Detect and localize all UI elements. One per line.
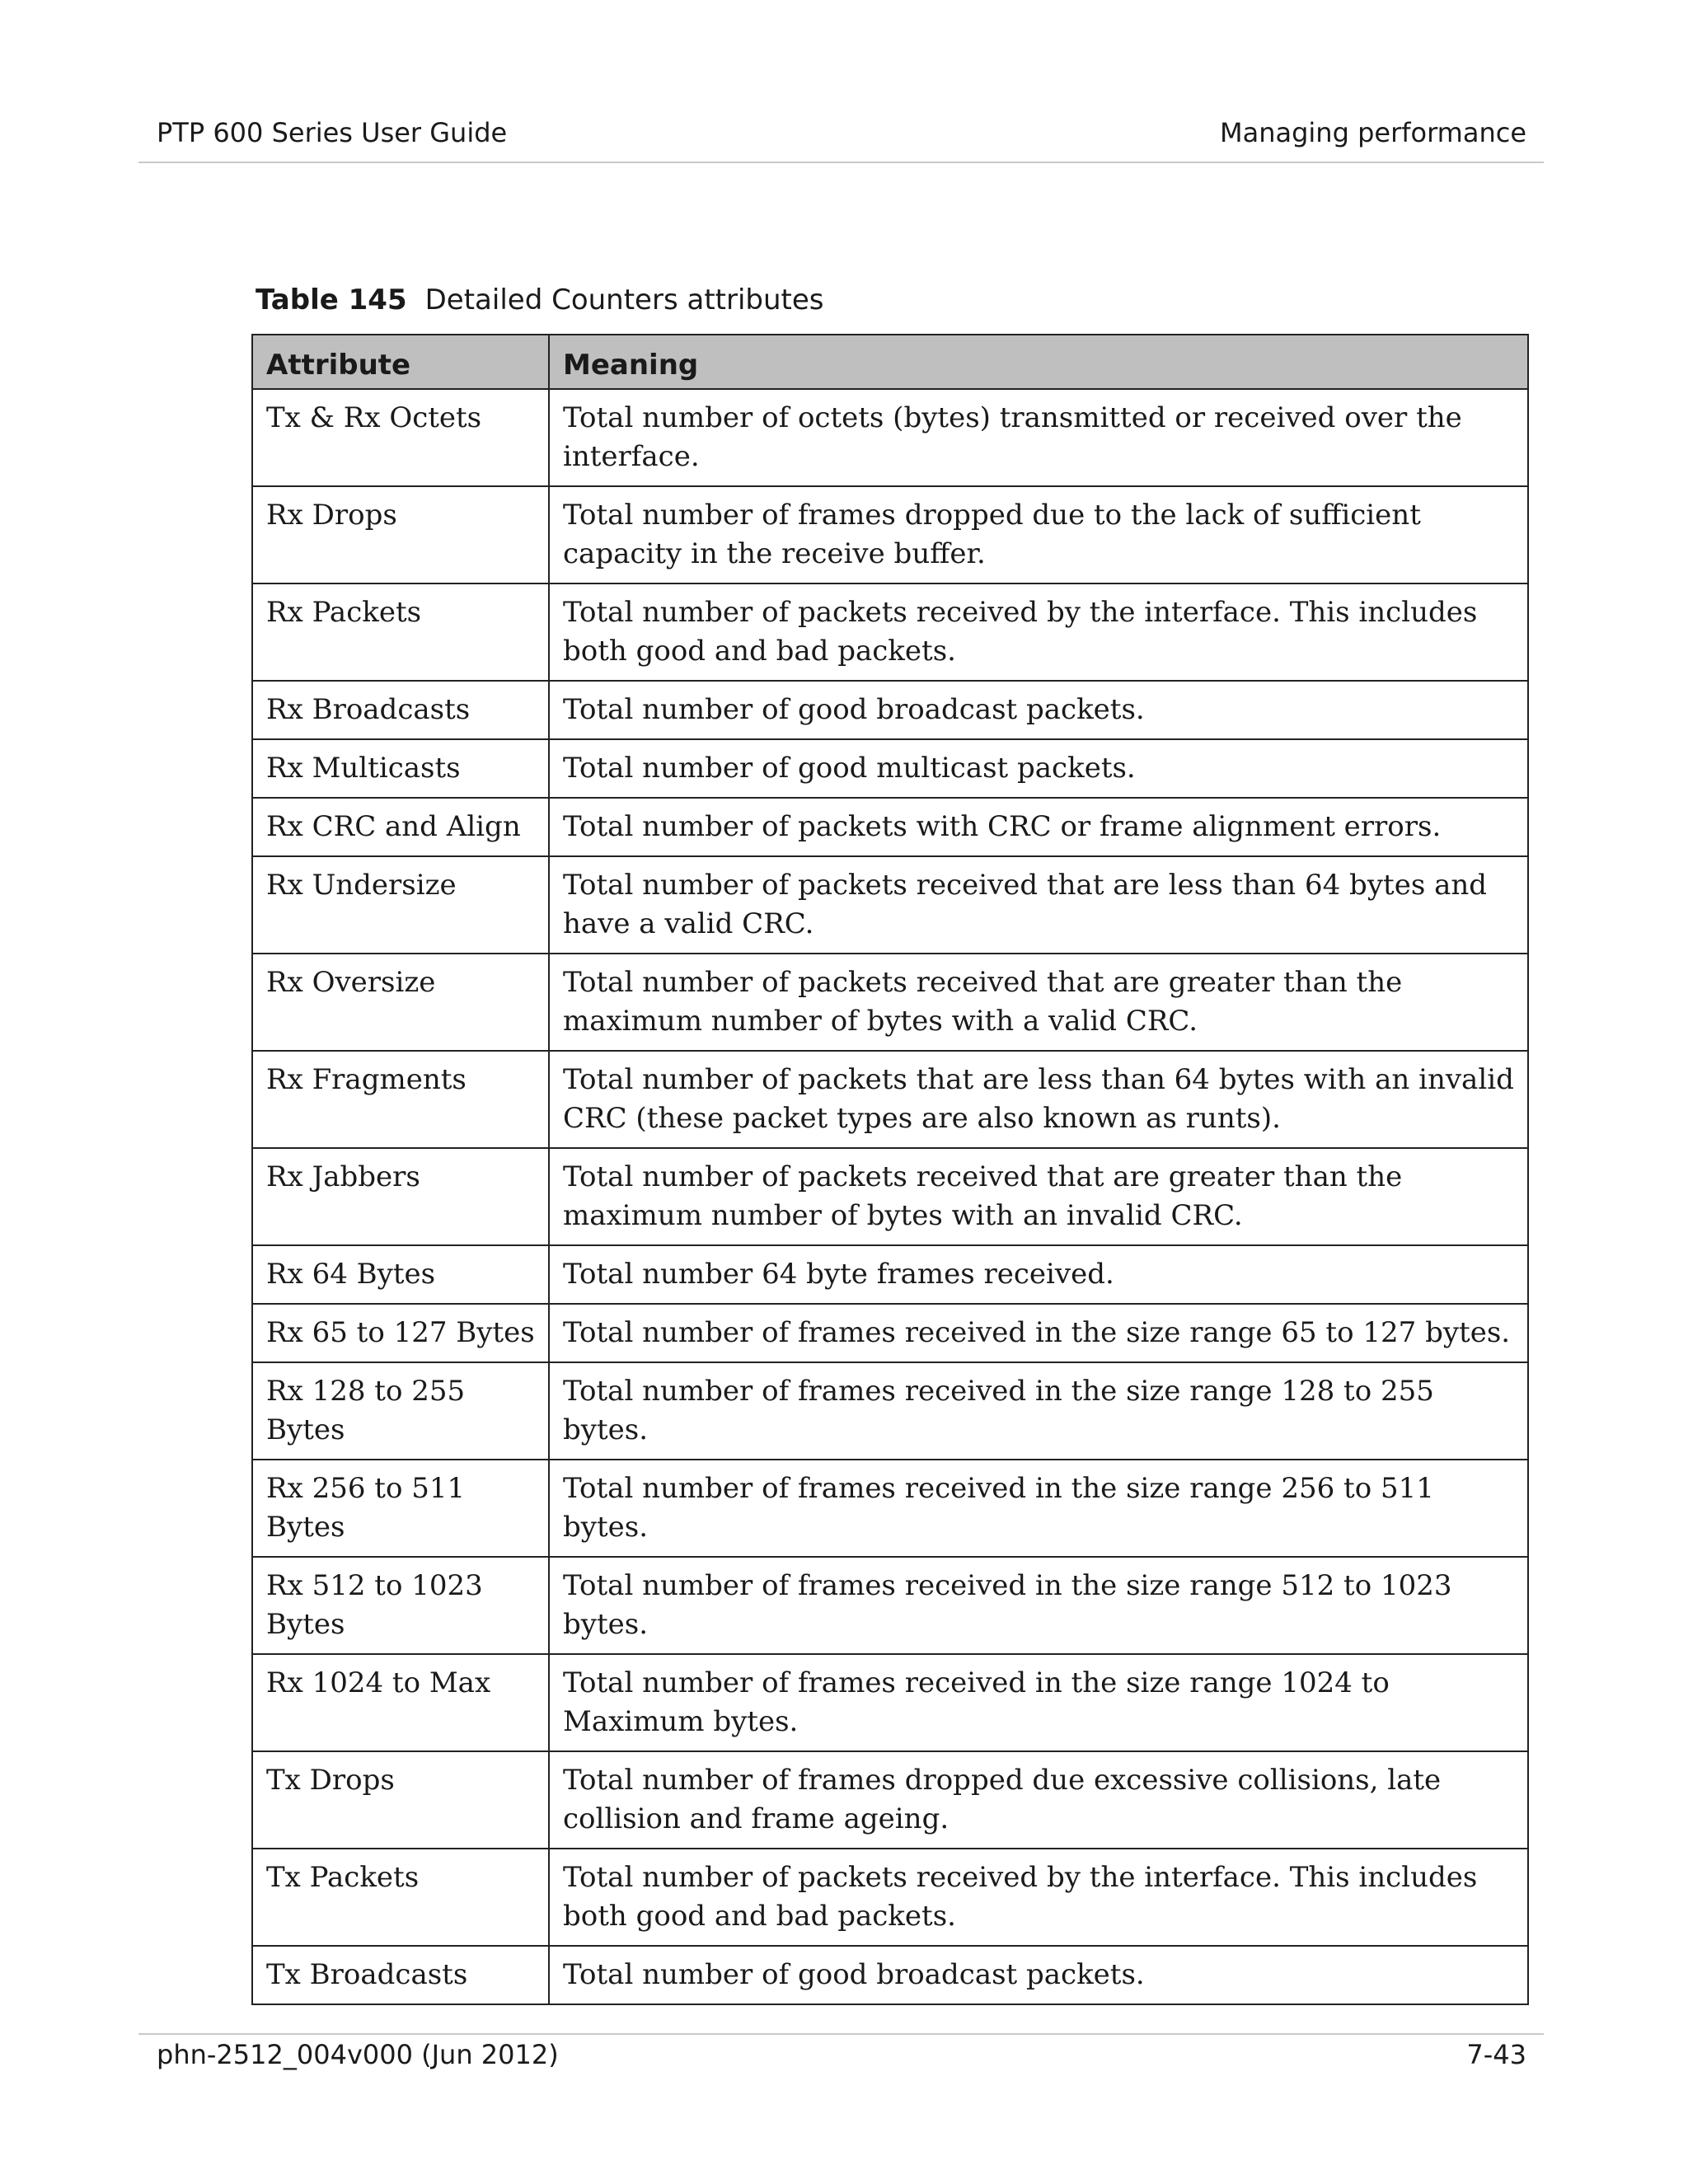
table-title: Detailed Counters attributes bbox=[424, 284, 824, 316]
table-row bbox=[252, 486, 1528, 583]
table-row bbox=[252, 1245, 1528, 1304]
meaning-cell: Total number of good multicast packets. bbox=[549, 739, 1528, 798]
table-row bbox=[252, 739, 1528, 798]
meaning-cell: Total number of good broadcast packets. bbox=[549, 1946, 1528, 2004]
attribute-cell: Rx 128 to 255 Bytes bbox=[252, 1362, 549, 1460]
table-row bbox=[252, 798, 1528, 856]
meaning-cell: Total number of frames received in the size range 128 to 255 bytes. bbox=[549, 1362, 1528, 1460]
attribute-cell: Tx Broadcasts bbox=[252, 1946, 549, 2004]
attribute-cell: Rx Oversize bbox=[252, 954, 549, 1051]
header-divider bbox=[138, 162, 1544, 163]
table-row bbox=[252, 389, 1528, 486]
table-row bbox=[252, 1460, 1528, 1557]
column-header-attribute: Attribute bbox=[252, 335, 549, 389]
header-doc-title: PTP 600 Series User Guide bbox=[157, 117, 508, 148]
meaning-cell: Total number of frames received in the size range 256 to 511 bytes. bbox=[549, 1460, 1528, 1557]
table-row bbox=[252, 1946, 1528, 2004]
meaning-cell: Total number of packets received that are less than 64 bytes and have a valid CRC. bbox=[549, 856, 1528, 954]
page-number: 7-43 bbox=[1466, 2039, 1526, 2070]
attribute-cell: Rx Drops bbox=[252, 486, 549, 583]
attribute-cell: Rx CRC and Align bbox=[252, 798, 549, 856]
column-header-meaning: Meaning bbox=[549, 335, 1528, 389]
table-row bbox=[252, 1362, 1528, 1460]
footer-divider bbox=[138, 2033, 1544, 2035]
meaning-cell: Total number of frames received in the size range 512 to 1023 bytes. bbox=[549, 1557, 1528, 1654]
attribute-cell: Tx & Rx Octets bbox=[252, 389, 549, 486]
meaning-cell: Total number of good broadcast packets. bbox=[549, 681, 1528, 739]
meaning-cell: Total number of packets received that are greater than the maximum number of bytes with an invalid CRC. bbox=[549, 1148, 1528, 1245]
table-row bbox=[252, 1557, 1528, 1654]
attribute-cell: Rx 65 to 127 Bytes bbox=[252, 1304, 549, 1362]
meaning-cell: Total number of packets with CRC or frame alignment errors. bbox=[549, 798, 1528, 856]
attribute-cell: Rx Jabbers bbox=[252, 1148, 549, 1245]
meaning-cell: Total number of packets that are less than 64 bytes with an invalid CRC (these packet types are also known as runts). bbox=[549, 1051, 1528, 1148]
footer-doc-id: phn-2512_004v000 (Jun 2012) bbox=[157, 2039, 559, 2070]
meaning-cell: Total number of packets received by the interface. This includes both good and bad packets. bbox=[549, 583, 1528, 681]
table-row bbox=[252, 1849, 1528, 1946]
meaning-cell: Total number 64 byte frames received. bbox=[549, 1245, 1528, 1304]
meaning-cell: Total number of frames dropped due to the lack of sufficient capacity in the receive buffer. bbox=[549, 486, 1528, 583]
table-header-row bbox=[252, 335, 1528, 389]
attribute-cell: Rx 512 to 1023 Bytes bbox=[252, 1557, 549, 1654]
attribute-cell: Rx Broadcasts bbox=[252, 681, 549, 739]
table-row bbox=[252, 681, 1528, 739]
meaning-cell: Total number of frames received in the size range 65 to 127 bytes. bbox=[549, 1304, 1528, 1362]
meaning-cell: Total number of packets received that are greater than the maximum number of bytes with a valid CRC. bbox=[549, 954, 1528, 1051]
table-row bbox=[252, 1304, 1528, 1362]
table-row bbox=[252, 1148, 1528, 1245]
table-row bbox=[252, 1751, 1528, 1849]
attribute-cell: Rx 64 Bytes bbox=[252, 1245, 549, 1304]
attribute-cell: Rx Multicasts bbox=[252, 739, 549, 798]
meaning-cell: Total number of frames dropped due excessive collisions, late collision and frame ageing. bbox=[549, 1751, 1528, 1849]
page-footer bbox=[157, 2036, 1526, 2077]
table-row bbox=[252, 583, 1528, 681]
table-row bbox=[252, 954, 1528, 1051]
attribute-cell: Tx Drops bbox=[252, 1751, 549, 1849]
attribute-cell: Rx Undersize bbox=[252, 856, 549, 954]
table-row bbox=[252, 856, 1528, 954]
attribute-cell: Rx 1024 to Max bbox=[252, 1654, 549, 1751]
attribute-cell: Tx Packets bbox=[252, 1849, 549, 1946]
attribute-cell: Rx Fragments bbox=[252, 1051, 549, 1148]
meaning-cell: Total number of frames received in the size range 1024 to Maximum bytes. bbox=[549, 1654, 1528, 1751]
attributes-table bbox=[251, 334, 1529, 2005]
table-row bbox=[252, 1654, 1528, 1751]
attribute-cell: Rx Packets bbox=[252, 583, 549, 681]
table-number: Table 145 bbox=[256, 284, 407, 316]
meaning-cell: Total number of octets (bytes) transmitted or received over the interface. bbox=[549, 389, 1528, 486]
table-caption bbox=[256, 280, 824, 320]
header-section-title: Managing performance bbox=[1219, 117, 1526, 148]
attribute-cell: Rx 256 to 511 Bytes bbox=[252, 1460, 549, 1557]
meaning-cell: Total number of packets received by the interface. This includes both good and bad packets. bbox=[549, 1849, 1528, 1946]
page-header bbox=[157, 114, 1526, 155]
table-row bbox=[252, 1051, 1528, 1148]
